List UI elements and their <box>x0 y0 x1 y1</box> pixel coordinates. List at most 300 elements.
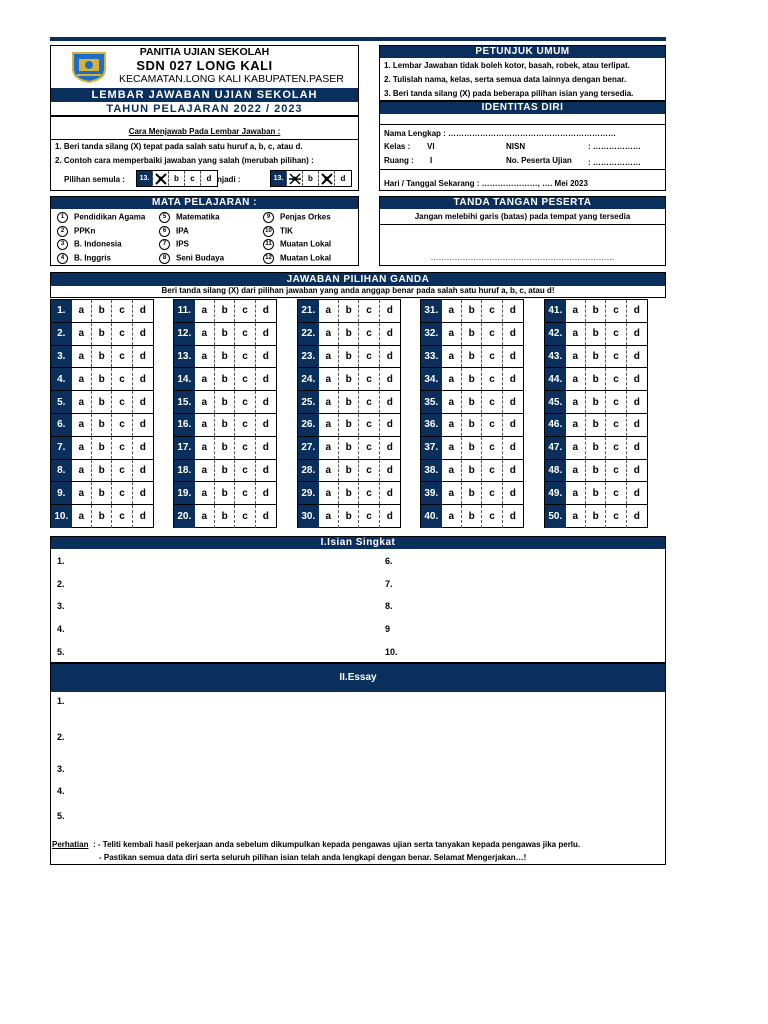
identitas-divider-2 <box>380 169 665 170</box>
essay-item[interactable]: 5. <box>57 811 65 821</box>
example-option-c <box>319 171 335 186</box>
answer-block <box>297 299 401 528</box>
answer-option-a[interactable]: a <box>195 323 215 345</box>
answer-option-d[interactable]: d <box>139 464 146 476</box>
answer-option-b[interactable]: b <box>586 300 606 322</box>
subject-item[interactable] <box>57 212 145 223</box>
answer-option-c[interactable]: c <box>482 437 502 459</box>
answer-option-d[interactable]: d <box>509 328 516 340</box>
answer-row <box>421 414 523 437</box>
answer-option-d[interactable]: d <box>386 419 393 431</box>
answer-option-b[interactable]: b <box>586 323 606 345</box>
answer-option-d[interactable]: d <box>139 305 146 317</box>
subject-item[interactable] <box>57 239 122 250</box>
answer-option-a[interactable]: a <box>566 346 586 368</box>
answer-option-c[interactable]: c <box>112 323 132 345</box>
answer-option-d[interactable]: d <box>633 419 640 431</box>
answer-option-b[interactable]: b <box>586 368 606 390</box>
example-number: 13. <box>271 171 287 186</box>
answer-option-c[interactable]: c <box>359 414 379 436</box>
question-number: 5. <box>51 391 72 413</box>
answer-option-c[interactable]: c <box>112 437 132 459</box>
ruang-value[interactable]: I <box>430 156 433 165</box>
subject-number: 12 <box>263 253 274 264</box>
cancelled-cross-icon <box>288 172 302 186</box>
answer-option-a[interactable]: a <box>319 437 339 459</box>
subject-name: B. Indonesia <box>74 239 122 249</box>
answer-option-c[interactable]: c <box>359 368 379 390</box>
answer-option-d[interactable]: d <box>633 511 640 523</box>
answer-option-c[interactable]: c <box>112 505 132 528</box>
answer-option-c[interactable]: c <box>482 482 502 504</box>
question-number: 44. <box>545 368 566 390</box>
question-number: 26. <box>298 414 319 436</box>
answer-option-a[interactable]: a <box>566 323 586 345</box>
answer-option-a[interactable]: a <box>566 505 586 528</box>
answer-option-c[interactable]: c <box>482 346 502 368</box>
answer-option-b[interactable]: b <box>92 323 112 345</box>
answer-option-b[interactable]: b <box>462 460 482 482</box>
answer-option-d[interactable]: d <box>262 419 269 431</box>
answer-option-d[interactable]: d <box>386 328 393 340</box>
question-number: 12. <box>174 323 195 345</box>
essay-item[interactable]: 3. <box>57 764 65 774</box>
answer-option-c[interactable]: c <box>112 482 132 504</box>
school-name: SDN 027 LONG KALI <box>136 58 273 73</box>
question-number: 10. <box>51 505 72 528</box>
answer-option-a[interactable]: a <box>442 300 462 322</box>
answer-option-c[interactable]: c <box>606 368 626 390</box>
kelas-label: Kelas : <box>384 142 411 151</box>
answer-option-d[interactable]: d <box>139 396 146 408</box>
answer-option-d[interactable]: d <box>509 373 516 385</box>
answer-option-a[interactable]: a <box>566 482 586 504</box>
answer-option-d[interactable]: d <box>633 373 640 385</box>
answer-option-b[interactable]: b <box>92 414 112 436</box>
answer-option-d[interactable]: d <box>509 464 516 476</box>
answer-option-b[interactable]: b <box>215 323 235 345</box>
answer-option-c[interactable]: c <box>359 346 379 368</box>
answer-option-b[interactable]: b <box>586 346 606 368</box>
subject-item[interactable] <box>263 226 293 237</box>
essay-item[interactable]: 4. <box>57 786 65 796</box>
question-number: 11. <box>174 300 195 322</box>
answer-option-d[interactable]: d <box>139 350 146 362</box>
answer-option-d[interactable]: d <box>509 350 516 362</box>
answer-option-a[interactable]: a <box>195 437 215 459</box>
subject-number: 5 <box>159 212 170 223</box>
answer-option-b[interactable]: b <box>586 460 606 482</box>
answer-option-a[interactable]: a <box>195 346 215 368</box>
answer-option-c[interactable]: c <box>606 414 626 436</box>
answer-option-b[interactable]: b <box>339 414 359 436</box>
answer-option-c[interactable]: c <box>235 414 255 436</box>
answer-option-b[interactable]: b <box>339 300 359 322</box>
answer-row <box>174 505 276 528</box>
answer-option-d[interactable]: d <box>386 464 393 476</box>
question-number: 13. <box>174 346 195 368</box>
answer-option-c[interactable]: c <box>606 300 626 322</box>
identitas-box <box>379 101 666 191</box>
isian-item[interactable]: 4. <box>57 624 65 635</box>
question-number: 27. <box>298 437 319 459</box>
answer-option-c[interactable]: c <box>235 300 255 322</box>
answer-option-a[interactable]: a <box>442 323 462 345</box>
answer-option-c[interactable]: c <box>112 460 132 482</box>
answer-option-a[interactable]: a <box>319 460 339 482</box>
answer-option-c[interactable]: c <box>235 323 255 345</box>
answer-option-d[interactable]: d <box>386 442 393 454</box>
date-field[interactable]: Hari / Tanggal Sekarang : …………………, …. Mei 2023 <box>384 179 588 188</box>
answer-option-a[interactable]: a <box>566 391 586 413</box>
answer-option-d[interactable]: d <box>633 442 640 454</box>
answer-option-a[interactable]: a <box>195 300 215 322</box>
answer-option-a[interactable]: a <box>442 482 462 504</box>
answer-option-a[interactable]: a <box>319 346 339 368</box>
question-number: 35. <box>421 391 442 413</box>
answer-row <box>174 346 276 369</box>
answer-option-c[interactable]: c <box>359 437 379 459</box>
essay-item[interactable]: 1. <box>57 696 65 706</box>
answer-option-d[interactable]: d <box>262 305 269 317</box>
answer-option-c[interactable]: c <box>606 460 626 482</box>
answer-option-a[interactable]: a <box>319 414 339 436</box>
answer-option-d[interactable]: d <box>633 487 640 499</box>
answer-option-a[interactable]: a <box>442 460 462 482</box>
answer-option-b[interactable]: b <box>586 482 606 504</box>
answer-option-a[interactable]: a <box>195 414 215 436</box>
answer-option-d[interactable]: d <box>139 442 146 454</box>
answer-option-d[interactable]: d <box>386 305 393 317</box>
identitas-title: IDENTITAS DIRI <box>380 102 665 114</box>
subject-item[interactable] <box>263 212 331 223</box>
answer-option-d[interactable]: d <box>262 511 269 523</box>
peserta-value[interactable]: : ……………… <box>588 158 641 167</box>
answer-option-c[interactable]: c <box>606 505 626 528</box>
answer-option-c[interactable]: c <box>112 414 132 436</box>
answer-row <box>298 482 400 505</box>
answer-option-d[interactable]: d <box>386 350 393 362</box>
isian-item[interactable]: 6. <box>385 556 393 566</box>
subject-item[interactable] <box>159 212 220 223</box>
answer-option-a[interactable]: a <box>566 368 586 390</box>
answer-option-b[interactable]: b <box>462 414 482 436</box>
answer-option-c[interactable]: c <box>606 437 626 459</box>
kelas-value[interactable]: VI <box>427 142 435 151</box>
subject-item[interactable] <box>263 239 331 250</box>
answer-option-a[interactable]: a <box>442 391 462 413</box>
answer-option-d[interactable]: d <box>139 373 146 385</box>
answer-option-b[interactable]: b <box>215 368 235 390</box>
answer-option-c[interactable]: c <box>235 368 255 390</box>
answer-option-b[interactable]: b <box>215 437 235 459</box>
answer-option-d[interactable]: d <box>262 350 269 362</box>
answer-option-d[interactable]: d <box>386 396 393 408</box>
answer-option-c[interactable]: c <box>112 368 132 390</box>
answer-option-b[interactable]: b <box>339 368 359 390</box>
answer-option-b[interactable]: b <box>215 460 235 482</box>
isian-item[interactable]: 8. <box>385 601 393 612</box>
answer-option-a[interactable]: a <box>566 300 586 322</box>
answer-option-a[interactable]: a <box>442 368 462 390</box>
answer-option-c[interactable]: c <box>606 391 626 413</box>
isian-box <box>50 536 666 663</box>
answer-option-d[interactable]: d <box>262 464 269 476</box>
answer-option-d[interactable]: d <box>633 328 640 340</box>
answer-option-d[interactable]: d <box>386 373 393 385</box>
answer-option-b[interactable]: b <box>339 323 359 345</box>
answer-option-d[interactable]: d <box>139 328 146 340</box>
answer-option-c[interactable]: c <box>606 482 626 504</box>
isian-item[interactable]: 9 <box>385 624 391 635</box>
answer-option-a[interactable]: a <box>72 437 92 459</box>
subject-item[interactable] <box>57 253 111 264</box>
essay-item[interactable]: 2. <box>57 732 65 742</box>
answer-option-a[interactable]: a <box>195 368 215 390</box>
answer-option-a[interactable]: a <box>72 323 92 345</box>
answer-row <box>421 460 523 483</box>
answer-option-b[interactable]: b <box>92 300 112 322</box>
answer-option-b[interactable]: b <box>215 300 235 322</box>
answer-option-c[interactable]: c <box>482 414 502 436</box>
question-number: 33. <box>421 346 442 368</box>
answer-option-d[interactable]: d <box>139 487 146 499</box>
answer-option-b[interactable]: b <box>462 300 482 322</box>
answer-option-c[interactable]: c <box>482 368 502 390</box>
answer-option-a[interactable]: a <box>442 505 462 528</box>
answer-option-d[interactable]: d <box>262 487 269 499</box>
answer-option-a[interactable]: a <box>195 482 215 504</box>
subject-item[interactable] <box>263 253 331 264</box>
answer-option-b[interactable]: b <box>215 391 235 413</box>
isian-item[interactable]: 1. <box>57 556 65 566</box>
answer-option-b[interactable]: b <box>462 368 482 390</box>
answer-option-a[interactable]: a <box>566 437 586 459</box>
answer-option-d[interactable]: d <box>262 442 269 454</box>
example-option-b: b <box>169 171 185 186</box>
answer-row <box>298 323 400 346</box>
answer-option-c[interactable]: c <box>359 482 379 504</box>
answer-option-a[interactable]: a <box>72 460 92 482</box>
answer-option-c[interactable]: c <box>482 300 502 322</box>
answer-option-b[interactable]: b <box>92 368 112 390</box>
answer-row <box>174 391 276 414</box>
name-field[interactable]: Nama Lengkap : ……………………………………………………… <box>384 129 617 138</box>
answer-option-b[interactable]: b <box>339 460 359 482</box>
answer-option-d[interactable]: d <box>509 511 516 523</box>
answer-option-c[interactable]: c <box>482 391 502 413</box>
question-number: 37. <box>421 437 442 459</box>
answer-row <box>174 437 276 460</box>
answer-option-a[interactable]: a <box>72 300 92 322</box>
subject-number: 10 <box>263 226 274 237</box>
question-number: 45. <box>545 391 566 413</box>
isian-item[interactable]: 5. <box>57 646 65 657</box>
answer-option-b[interactable]: b <box>92 391 112 413</box>
nisn-label: NISN <box>506 142 526 151</box>
signature-line[interactable]: …………………………………………………………… <box>430 253 615 262</box>
answer-option-d[interactable]: d <box>509 419 516 431</box>
answer-option-d[interactable]: d <box>509 442 516 454</box>
answer-option-a[interactable]: a <box>442 346 462 368</box>
subject-item[interactable] <box>57 226 95 237</box>
answer-option-d[interactable]: d <box>262 328 269 340</box>
answer-block <box>544 299 648 528</box>
answer-row <box>174 414 276 437</box>
question-number: 48. <box>545 460 566 482</box>
ruang-label: Ruang : <box>384 156 414 165</box>
isian-item[interactable]: 2. <box>57 578 65 589</box>
answer-row <box>545 368 647 391</box>
answer-option-d[interactable]: d <box>633 305 640 317</box>
isian-item[interactable]: 3. <box>57 601 65 612</box>
question-number: 16. <box>174 414 195 436</box>
answer-option-c[interactable]: c <box>482 323 502 345</box>
answer-option-d[interactable]: d <box>262 373 269 385</box>
answer-option-b[interactable]: b <box>462 391 482 413</box>
answer-option-b[interactable]: b <box>586 391 606 413</box>
answer-option-c[interactable]: c <box>235 482 255 504</box>
answer-option-c[interactable]: c <box>359 460 379 482</box>
answer-option-c[interactable]: c <box>359 323 379 345</box>
answer-option-a[interactable]: a <box>195 505 215 528</box>
answer-option-c[interactable]: c <box>606 346 626 368</box>
answer-option-a[interactable]: a <box>72 368 92 390</box>
subject-number: 4 <box>57 253 68 264</box>
answer-option-a[interactable]: a <box>72 346 92 368</box>
answer-option-b[interactable]: b <box>92 460 112 482</box>
answer-option-d[interactable]: d <box>633 396 640 408</box>
answer-option-d[interactable]: d <box>633 464 640 476</box>
answer-option-b[interactable]: b <box>215 414 235 436</box>
subject-number: 11 <box>263 239 274 250</box>
answer-option-a[interactable]: a <box>72 414 92 436</box>
answer-option-c[interactable]: c <box>235 437 255 459</box>
answer-option-c[interactable]: c <box>112 346 132 368</box>
example-option-a <box>287 171 303 186</box>
isian-title: I.Isian Singkat <box>51 537 665 549</box>
answer-option-c[interactable]: c <box>112 391 132 413</box>
answer-option-d[interactable]: d <box>509 487 516 499</box>
answer-option-b[interactable]: b <box>92 482 112 504</box>
answer-option-c[interactable]: c <box>606 323 626 345</box>
answer-option-b[interactable]: b <box>339 482 359 504</box>
subject-number: 2 <box>57 226 68 237</box>
answer-option-a[interactable]: a <box>319 482 339 504</box>
answer-option-b[interactable]: b <box>339 391 359 413</box>
answer-option-b[interactable]: b <box>215 505 235 528</box>
subject-name: Penjas Orkes <box>280 212 331 222</box>
answer-option-a[interactable]: a <box>72 505 92 528</box>
answer-option-b[interactable]: b <box>92 437 112 459</box>
answer-option-b[interactable]: b <box>462 437 482 459</box>
answer-option-c[interactable]: c <box>235 346 255 368</box>
question-number: 32. <box>421 323 442 345</box>
answer-option-c[interactable]: c <box>235 391 255 413</box>
answer-option-a[interactable]: a <box>442 437 462 459</box>
answer-option-c[interactable]: c <box>359 505 379 528</box>
answer-option-a[interactable]: a <box>195 391 215 413</box>
answer-option-c[interactable]: c <box>482 460 502 482</box>
answer-row <box>545 323 647 346</box>
answer-option-c[interactable]: c <box>112 300 132 322</box>
isian-item[interactable]: 10. <box>385 646 398 657</box>
isian-item[interactable]: 7. <box>385 578 393 589</box>
answer-option-a[interactable]: a <box>566 414 586 436</box>
answer-option-b[interactable]: b <box>462 505 482 528</box>
school-header <box>50 45 359 116</box>
answer-option-a[interactable]: a <box>566 460 586 482</box>
answer-option-d[interactable]: d <box>262 396 269 408</box>
answer-option-b[interactable]: b <box>586 437 606 459</box>
answer-option-b[interactable]: b <box>92 505 112 528</box>
answer-option-a[interactable]: a <box>319 368 339 390</box>
answer-option-a[interactable]: a <box>319 300 339 322</box>
answer-option-a[interactable]: a <box>195 460 215 482</box>
subject-item[interactable] <box>159 239 189 250</box>
answer-option-d[interactable]: d <box>386 487 393 499</box>
answer-option-a[interactable]: a <box>72 391 92 413</box>
subject-name: PPKn <box>74 226 96 236</box>
answer-option-d[interactable]: d <box>509 305 516 317</box>
signature-title: TANDA TANGAN PESERTA <box>380 197 665 209</box>
petunjuk-box <box>379 45 666 101</box>
nisn-value[interactable]: : ……………… <box>588 142 641 151</box>
answer-option-b[interactable]: b <box>462 482 482 504</box>
answer-option-d[interactable]: d <box>139 419 146 431</box>
sheet-title: LEMBAR JAWABAN UJIAN SEKOLAH <box>51 88 358 102</box>
answer-option-d[interactable]: d <box>139 511 146 523</box>
question-number: 19. <box>174 482 195 504</box>
answer-option-a[interactable]: a <box>442 414 462 436</box>
answer-option-c[interactable]: c <box>359 391 379 413</box>
answer-row <box>298 300 400 323</box>
answer-option-b[interactable]: b <box>462 323 482 345</box>
essay-box <box>50 663 666 865</box>
answer-option-b[interactable]: b <box>586 414 606 436</box>
answer-row <box>421 391 523 414</box>
subject-name: IPA <box>176 226 189 236</box>
answer-option-b[interactable]: b <box>339 437 359 459</box>
answer-option-b[interactable]: b <box>339 505 359 528</box>
answer-row <box>421 368 523 391</box>
answer-option-c[interactable]: c <box>359 300 379 322</box>
answer-option-a[interactable]: a <box>72 482 92 504</box>
subject-item[interactable] <box>159 253 224 264</box>
identitas-divider <box>380 124 665 125</box>
answer-option-c[interactable]: c <box>235 505 255 528</box>
answer-option-d[interactable]: d <box>509 396 516 408</box>
subject-item[interactable] <box>159 226 189 237</box>
answer-option-a[interactable]: a <box>319 505 339 528</box>
answer-option-b[interactable]: b <box>586 505 606 528</box>
answer-option-d[interactable]: d <box>386 511 393 523</box>
answer-option-d[interactable]: d <box>633 350 640 362</box>
question-number: 9. <box>51 482 72 504</box>
answer-option-b[interactable]: b <box>215 482 235 504</box>
answer-option-c[interactable]: c <box>482 505 502 528</box>
answer-option-a[interactable]: a <box>319 323 339 345</box>
answer-option-b[interactable]: b <box>339 346 359 368</box>
question-number: 31. <box>421 300 442 322</box>
answer-option-a[interactable]: a <box>319 391 339 413</box>
answer-row <box>298 391 400 414</box>
answer-option-c[interactable]: c <box>235 460 255 482</box>
answer-option-b[interactable]: b <box>462 346 482 368</box>
answer-option-b[interactable]: b <box>215 346 235 368</box>
answer-option-b[interactable]: b <box>92 346 112 368</box>
question-number: 28. <box>298 460 319 482</box>
